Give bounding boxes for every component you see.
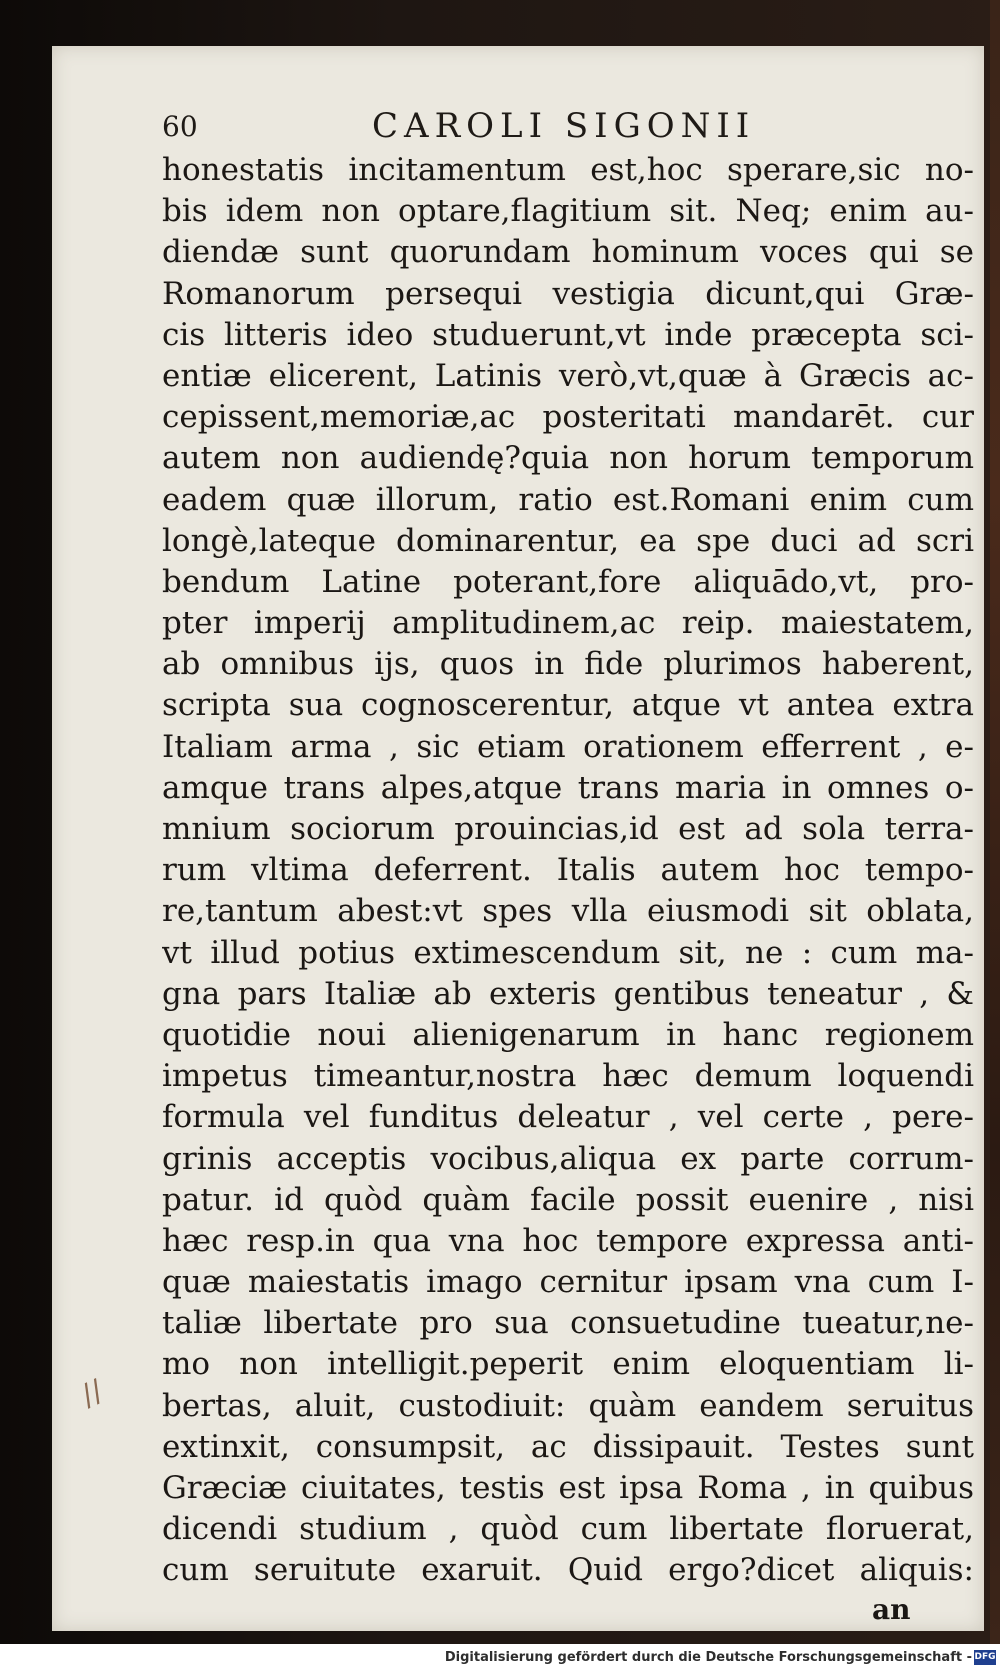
text-line: taliæ libertate pro sua consuetudine tueatur,ne- (162, 1305, 974, 1342)
text-line: Italiam arma , sic etiam orationem efferrent , e- (162, 728, 974, 765)
text-line: patur. id quòd quàm facile possit euenire , nisi (162, 1181, 974, 1218)
text-line: quæ maiestatis imago cernitur ipsam vna cum I- (162, 1264, 974, 1301)
text-line: bis idem non optare,flagitium sit. Neq; enim au- (162, 193, 974, 230)
dfg-logo: DFG (974, 1650, 996, 1665)
text-line: diendæ sunt quorundam hominum voces qui se (162, 234, 974, 271)
text-line: formula vel funditus deleatur , vel certe , pere- (162, 1099, 974, 1136)
text-line: cis litteris ideo studuerunt,vt inde præcepta sci- (162, 316, 974, 353)
text-line: mo non intelligit.peperit enim eloquentiam li- (162, 1346, 974, 1383)
running-title: CAROLI SIGONII (372, 106, 756, 146)
text-line: quotidie noui alienigenarum in hanc regionem (162, 1016, 974, 1053)
text-line: mnium sociorum prouincias,id est ad sola terra- (162, 811, 974, 847)
text-line: vt illud potius extimescendum sit, ne : cum ma- (162, 934, 974, 971)
text-line: longè,lateque dominarentur, ea spe duci ad scri (162, 522, 974, 559)
text-line: ab omnibus ijs, quos in fide plurimos haberent, (162, 646, 974, 683)
running-head (162, 106, 822, 156)
text-line: pter imperij amplitudinem,ac reip. maiestatem, (162, 605, 974, 642)
text-line: impetus timeantur,nostra hæc demum loquendi (162, 1058, 974, 1095)
text-line: cum seruitute exaruit. Quid ergo?dicet aliquis: (162, 1552, 974, 1589)
catchword: an (872, 1593, 911, 1626)
funding-credit: Digitalisierung gefördert durch die Deutsche Forschungsgemeinschaft - (444, 1650, 972, 1665)
text-line: bertas, aluit, custodiuit: quàm eandem seruitus (162, 1387, 974, 1424)
text-line: re,tantum abest:vt spes vlla eiusmodi sit oblata, (162, 893, 974, 930)
text-line: bendum Latine poterant,fore aliquādo,vt, pro- (162, 563, 974, 600)
text-line: entiæ elicerent, Latinis verò,vt,quæ à Græcis ac- (162, 357, 974, 394)
book-binding-edge (990, 0, 1000, 1644)
text-line: scripta sua cognoscerentur, atque vt antea extra (162, 687, 974, 724)
text-line: gna pars Italiæ ab exteris gentibus teneatur , & (162, 975, 974, 1012)
margin-annotation-mark: // (75, 1373, 109, 1414)
book-page (52, 46, 984, 1631)
body-text (162, 150, 974, 1592)
text-line: eadem quæ illorum, ratio est.Romani enim cum (162, 481, 974, 518)
text-line: Romanorum persequi vestigia dicunt,qui Græ- (162, 275, 974, 312)
text-line: autem non audiendę?quia non horum temporum (162, 440, 974, 477)
digitization-footer (0, 1644, 1000, 1673)
text-line: honestatis incitamentum est,hoc sperare,sic no- (162, 152, 974, 188)
text-line: extinxit, consumpsit, ac dissipauit. Testes sunt (162, 1428, 974, 1465)
text-line: grinis acceptis vocibus,aliqua ex parte corrum- (162, 1140, 974, 1177)
text-line: dicendi studium , quòd cum libertate floruerat, (162, 1511, 974, 1548)
page-number: 60 (162, 110, 198, 143)
text-line: Græciæ ciuitates, testis est ipsa Roma , in quibus (162, 1470, 974, 1506)
text-line: rum vltima deferrent. Italis autem hoc tempo- (162, 852, 974, 889)
text-line: hæc resp.in qua vna hoc tempore expressa anti- (162, 1222, 974, 1259)
text-line: cepissent,memoriæ,ac posteritati mandarēt. cur (162, 399, 974, 436)
text-line: amque trans alpes,atque trans maria in omnes o- (162, 769, 974, 806)
